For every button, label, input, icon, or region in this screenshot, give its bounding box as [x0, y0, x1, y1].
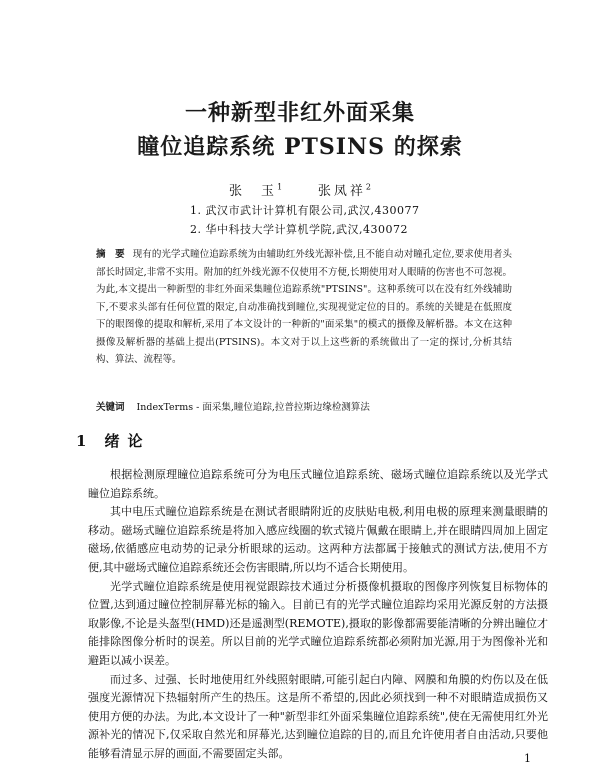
- body-paragraph: 根据检测原理瞳位追踪系统可分为电压式瞳位追踪系统、磁场式瞳位追踪系统以及光学式瞳位追踪系统。: [88, 468, 548, 500]
- keywords-block: [96, 400, 512, 416]
- author-name-1: 张 玉: [229, 184, 278, 199]
- author-mark-1: 1: [277, 182, 283, 192]
- body-paragraph: 而过多、过强、长时地使用红外线照射眼睛,可能引起白内障、网膜和角膜的灼伤以及在低强度光源情况下热辐射所产生的热压。这是所不希望的,因此必须找到一种不对眼睛造成损伤又使用方便的办法。为此,本文设计了一种"新型非红外面采集瞳位追踪系统",使在无需使用红外光源补光的情况下,仅采取自然光和屏幕光,达到瞳位追踪的目的,而且允许使用者自由活动,只要他能够看清显示屏的画面,不需要固定头部。: [88, 672, 548, 760]
- abstract-text: 现有的光学式瞳位追踪系统为由辅助红外线光源补偿,且不能自动对瞳孔定位,要求使用者头部长时固定,非常不实用。附加的红外线光源不仅使用不方便,长期使用对人眼睛的伤害也不可忽视。为此,本文提出一种新型的非红外面采集瞳位追踪系统"PTSINS"。这种系统可以在没有红外线辅助下,不要求头部有任何位置的限定,自动准确找到瞳位,实现视觉定位的目的。系统的关键是在低照度下的眼图像的提取和解析,采用了本文设计的一种新的"面采集"的模式的摄像及解析器。本文在这种摄像及解析器的基础上提出(PTSINS)。本文对于以上这些新的系统做出了一定的探讨,分析其结构、算法、流程等。: [96, 249, 512, 365]
- body-paragraph: 其中电压式瞳位追踪系统是在测试者眼睛附近的皮肤贴电极,利用电极的原理来测量眼睛的移动。磁场式瞳位追踪系统是将加入感应线圈的软式镜片佩戴在眼睛上,并在眼睛四周加上固定磁场,依循感应电动势的记录分析眼球的运动。这两种方法都属于接触式的测试方法,使用不方便,其中磁场式瞳位追踪系统还会伤害眼睛,所以均不适合长期使用。: [88, 505, 548, 574]
- body-paragraph: 光学式瞳位追踪系统是使用视觉跟踪技术通过分析摄像机摄取的图像序列恢复目标物体的位置,达到通过瞳位控制屏幕光标的输入。目前已有的光学式瞳位追踪均采用光源反射的方法摄取影像,不论是头盔型(HMD)还是遥测型(REMOTE),摄取的影像都需要能清晰的分辨出瞳位才能排除图像分析时的误差。所以目前的光学式瞳位追踪系统都必须附加光源,用于为图像补光和避距以减小误差。: [88, 579, 548, 667]
- keywords-label: 关键词: [96, 402, 125, 413]
- author-line: [0, 180, 600, 199]
- affiliation-1: 1. 武汉市武计计算机有限公司,武汉,430077: [190, 204, 420, 217]
- affiliation-2: 2. 华中科技大学计算机学院,武汉,430072: [190, 223, 408, 236]
- abstract-label: 摘 要: [96, 249, 125, 260]
- author-name-2: 张凤祥: [317, 184, 366, 199]
- section-title: 绪论: [104, 432, 151, 450]
- section-heading: [76, 430, 150, 451]
- section-number: 1: [76, 432, 87, 450]
- paper-title-line-1: 一种新型非红外面采集: [184, 100, 415, 126]
- paper-title-line-2: 瞳位追踪系统 PTSINS 的探索: [137, 134, 463, 160]
- author-mark-2: 2: [365, 182, 371, 192]
- body-text: [88, 466, 548, 764]
- keywords-text: IndexTerms - 面采集,瞳位追踪,拉普拉斯边缘检测算法: [136, 402, 370, 413]
- page-number: 1: [524, 752, 531, 765]
- abstract-block: [96, 246, 512, 369]
